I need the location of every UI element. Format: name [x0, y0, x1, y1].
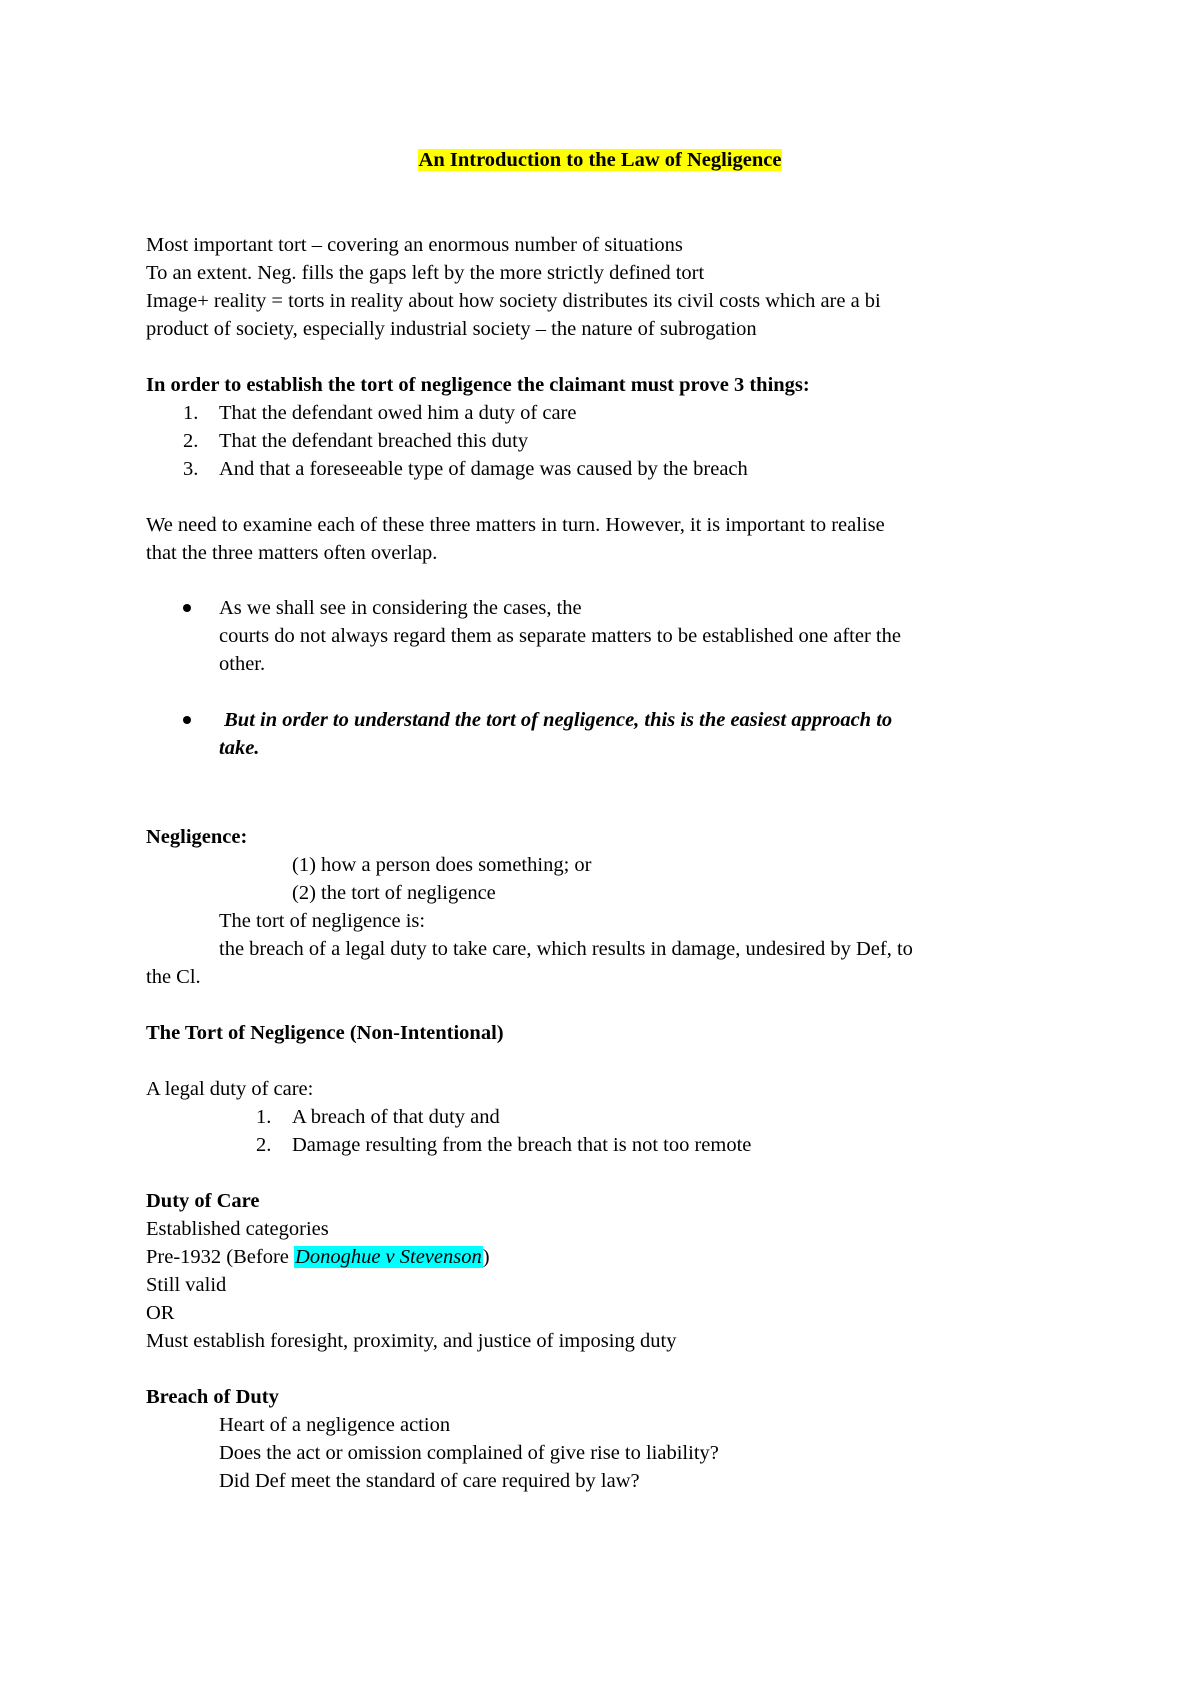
bullet-icon [183, 716, 191, 724]
intro-line: To an extent. Neg. fills the gaps left by the more strictly defined tort [146, 262, 705, 284]
bullet-line: take. [219, 737, 260, 759]
list-item [146, 399, 1076, 427]
duty-line: Must establish foresight, proximity, and justice of imposing duty [146, 1330, 677, 1352]
list-number: 2. [256, 1134, 272, 1156]
bullet-line: As we shall see in considering the cases, the [219, 597, 582, 619]
negligence-definition: the Cl. [146, 966, 201, 988]
negligence-definition: the breach of a legal duty to take care, which results in damage, undesired by Def, to [219, 938, 913, 960]
intro-line: product of society, especially industrial society – the nature of subrogation [146, 318, 757, 340]
list-item [146, 455, 1076, 483]
intro-line: Most important tort – covering an enormous number of situations [146, 234, 683, 256]
tort-heading: The Tort of Negligence (Non-Intentional) [146, 1022, 504, 1044]
bullet-item [146, 706, 1076, 762]
duty-line: Still valid [146, 1274, 227, 1296]
document-title [0, 146, 1200, 174]
list-text: That the defendant owed him a duty of care [219, 402, 577, 424]
bullet-list [146, 594, 1076, 762]
examine-line: that the three matters often overlap. [146, 542, 438, 564]
bullet-line: other. [219, 653, 266, 675]
list-text: That the defendant breached this duty [219, 430, 529, 452]
negligence-meaning: (2) the tort of negligence [292, 882, 496, 904]
duty-section [146, 1187, 1076, 1355]
negligence-section [146, 823, 1076, 991]
examine-line: We need to examine each of these three matters in turn. However, it is important to realise [146, 514, 885, 536]
list-number: 2. [183, 430, 199, 452]
list-text: Damage resulting from the breach that is not too remote [292, 1134, 752, 1156]
breach-line: Does the act or omission complained of give rise to liability? [219, 1442, 719, 1464]
duty-suffix: ) [482, 1246, 490, 1268]
duty-heading: Duty of Care [146, 1190, 260, 1212]
breach-heading: Breach of Duty [146, 1386, 279, 1408]
negligence-heading: Negligence: [146, 826, 248, 848]
duty-line: Established categories [146, 1218, 329, 1240]
duty-line: OR [146, 1302, 175, 1324]
examine-paragraph [146, 511, 1076, 567]
case-name: Donoghue v Stevenson [295, 1246, 482, 1268]
breach-line: Did Def meet the standard of care required by law? [219, 1470, 640, 1492]
intro-paragraph [146, 231, 1076, 343]
duty-prefix: Pre-1932 (Before [146, 1246, 295, 1268]
tort-section [146, 1019, 1076, 1159]
bullet-line: But in order to understand the tort of negligence, this is the easiest approach to [219, 709, 893, 731]
list-number: 1. [256, 1106, 272, 1128]
duty-line [146, 1243, 1076, 1271]
list-number: 3. [183, 458, 199, 480]
bullet-line: courts do not always regard them as separate matters to be established one after the [219, 625, 901, 647]
list-text: And that a foreseeable type of damage was caused by the breach [219, 458, 748, 480]
list-number: 1. [183, 402, 199, 424]
negligence-meaning: (1) how a person does something; or [292, 854, 592, 876]
title-text: An Introduction to the Law of Negligence [418, 149, 782, 171]
list-item [146, 427, 1076, 455]
list-text: A breach of that duty and [292, 1106, 500, 1128]
bullet-item [146, 594, 1076, 678]
list-item [146, 1131, 1076, 1159]
list-item [146, 1103, 1076, 1131]
intro-line: Image+ reality = torts in reality about how society distributes its civil costs which are a bi [146, 290, 881, 312]
breach-section [146, 1383, 1076, 1495]
negligence-tort-is: The tort of negligence is: [219, 910, 426, 932]
establish-section [146, 371, 1076, 483]
establish-heading: In order to establish the tort of negligence the claimant must prove 3 things: [146, 374, 810, 396]
tort-lead: A legal duty of care: [146, 1078, 314, 1100]
breach-line: Heart of a negligence action [219, 1414, 451, 1436]
bullet-icon [183, 604, 191, 612]
